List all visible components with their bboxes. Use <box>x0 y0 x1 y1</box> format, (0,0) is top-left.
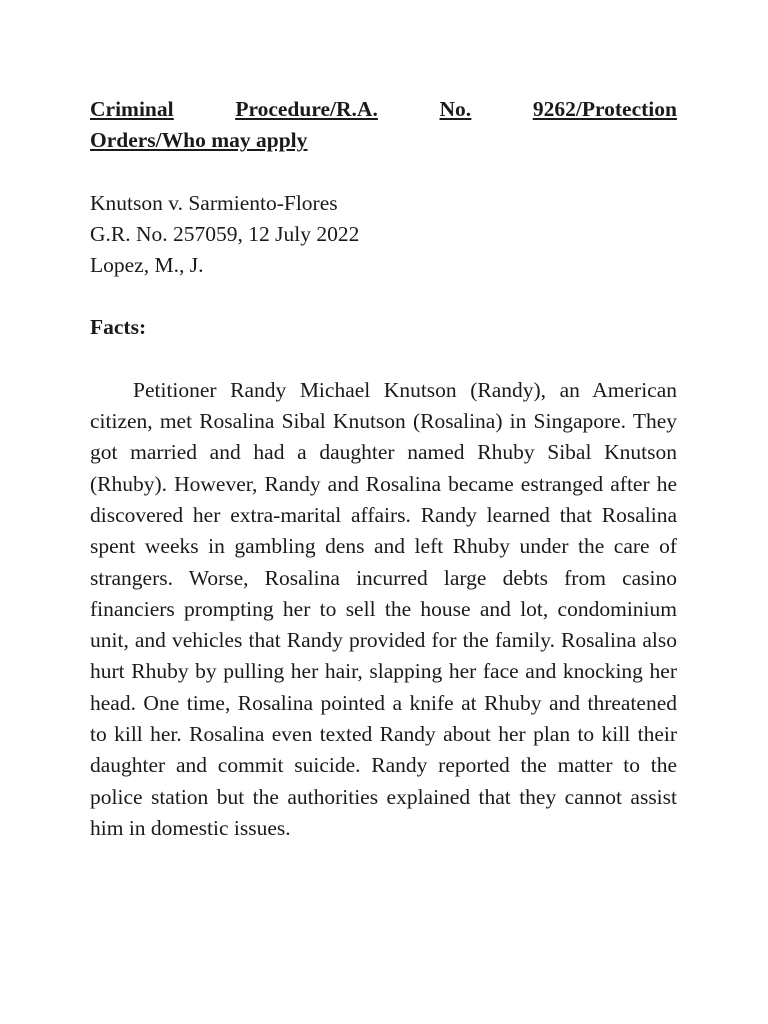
heading-word: No. <box>439 97 472 121</box>
heading-line-2: Orders/Who may apply <box>90 128 308 153</box>
document-heading <box>90 94 677 157</box>
document-page <box>90 94 677 866</box>
case-gr-number: G.R. No. 257059, 12 July 2022 <box>90 221 360 246</box>
case-info <box>90 188 677 282</box>
heading-line-1 <box>90 94 677 125</box>
heading-word: Criminal <box>90 97 174 121</box>
case-ponente: Lopez, M., J. <box>90 253 204 278</box>
case-title: Knutson v. Sarmiento-Flores <box>90 190 338 215</box>
facts-label: Facts: <box>90 315 147 340</box>
facts-paragraph: Petitioner Randy Michael Knutson (Randy), an American citizen, met Rosalina Sibal Knutson (Rosalina) in Singapore. They got married and had a daughter named Rhuby Sibal Knutson (Rhuby). However, Randy and Rosalina became estranged after he discovered her extra-marital affairs. Randy learned that Rosalina spent weeks in gambling dens and left Rhuby under the care of strangers. Worse, Rosalina incurred large debts from casino financiers prompting her to sell the house and lot, condominium unit, and vehicles that Randy provided for the family. Rosalina also hurt Rhuby by pulling her hair, slapping her face and knocking her head. One time, Rosalina pointed a knife at Rhuby and threatened to kill her. Rosalina even texted Randy about her plan to kill their daughter and commit suicide. Randy reported the matter to the police station but the authorities explained that they cannot assist him in domestic issues. <box>90 377 677 840</box>
heading-word: Procedure/R.A. <box>235 97 378 121</box>
heading-word: 9262/Protection <box>532 97 677 121</box>
